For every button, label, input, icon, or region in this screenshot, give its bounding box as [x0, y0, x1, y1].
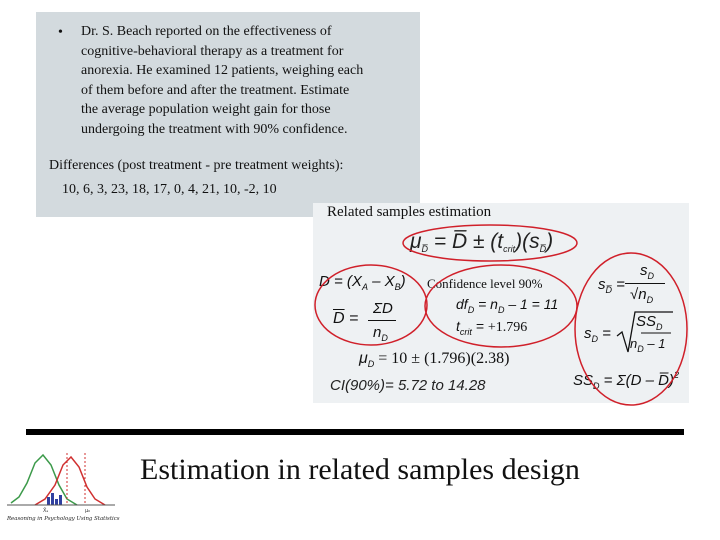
se-formula: $s_{D̅}$ =: [598, 276, 625, 295]
se-value: (2.38): [470, 350, 510, 367]
svg-text:X̄ₐ: X̄ₐ: [43, 508, 49, 514]
ci-formula: μD̅ = D̅ ± (tcrit)(sD̅): [410, 230, 554, 254]
problem-line: the average population weight gain for those: [81, 102, 331, 117]
slide-title: Estimation in related samples design: [140, 453, 580, 486]
ssd-formula: $SS_D = \Sigma(D$ – D̅)$^2$: [573, 370, 679, 391]
mean-d-denominator: $n_D$: [373, 324, 388, 343]
df-formula: $df_D = n_D - 1 = 11$: [456, 296, 559, 315]
df-value: 11: [543, 296, 559, 312]
se-numerator: $s_D$: [640, 262, 654, 281]
problem-line: undergoing the treatment with 90% confidence.: [81, 121, 348, 137]
problem-line: cognitive-behavioral therapy as a treatment for: [81, 43, 344, 59]
course-logo: [5, 445, 129, 525]
bullet: •: [58, 25, 63, 40]
sd-denominator: $n_D - 1$: [630, 336, 666, 354]
mean-d-formula: $\overline{D}$ =: [333, 310, 359, 327]
problem-line: anorexia. He examined 12 patients, weighing each: [81, 63, 364, 78]
mean-d-numerator: ΣD: [373, 300, 393, 317]
tcrit-formula: $t_{crit} = +1.796$: [456, 318, 528, 337]
sd-formula: $s_D$ =: [584, 325, 611, 344]
logo-caption: Reasoning in Psychology Using Statistics: [7, 516, 120, 522]
fraction-bar: [368, 320, 396, 321]
problem-line: of them before and after the treatment. Estimate: [81, 82, 350, 98]
ci-result: CI(90%)= 5.72 to 14.28: [330, 377, 486, 394]
svg-text:μ₀: μ₀: [85, 508, 91, 514]
substitution-line: $\mu_D = 10 \pm (1.796)(2.38)$: [359, 350, 510, 369]
confidence-level: Confidence level 90%: [427, 276, 543, 291]
problem-line: Dr. S. Beach reported on the effectiveness of: [81, 24, 332, 39]
mean-value: 10: [391, 350, 408, 367]
divider-rule: [26, 429, 684, 435]
differences-label: Differences (post treatment - pre treatment weights):: [49, 158, 344, 173]
t-value: (1.796): [424, 350, 471, 367]
section-title: Related samples estimation: [327, 204, 492, 220]
tcrit-value: +1.796: [487, 320, 528, 335]
problem-statement: [81, 22, 416, 139]
differences-values: 10, 6, 3, 23, 18, 17, 0, 4, 21, 10, -2, 10: [62, 182, 277, 197]
fraction-bar: [625, 283, 665, 284]
sd-numerator: $SS_D$: [636, 313, 663, 332]
se-denominator: $√n_D$: [630, 286, 654, 305]
difference-formula: $D = (X_A - X_B)$: [319, 273, 406, 292]
